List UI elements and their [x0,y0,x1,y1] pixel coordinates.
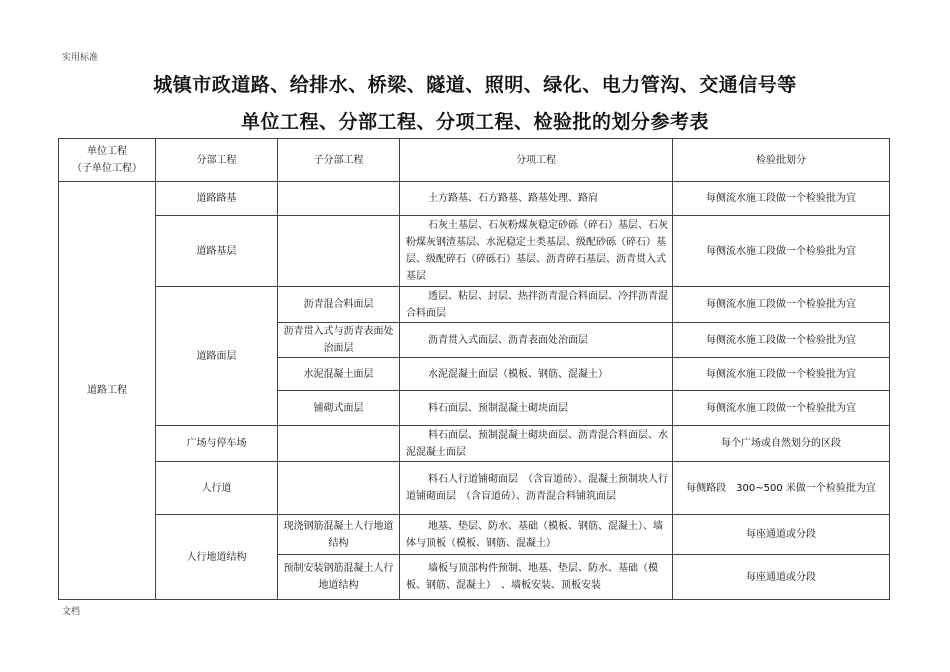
column-header-unit [59,139,156,182]
table-row [59,426,890,462]
item-cell: 石灰土基层、石灰粉煤灰稳定砂砾（碎石）基层、石灰粉煤灰钢渣基层、水泥稳定土类基层、级配砂砾（碎石）基层、级配碎石（碎砾石）基层、沥青碎石基层、沥青贯入式基层 [400,216,673,287]
subdivision-cell: 沥青混合料面层 [278,287,400,323]
batch-cell: 每座通道或分段 [673,515,890,555]
batch-cell: 每侧流水施工段做一个检验批为宜 [673,287,890,323]
item-cell: 土方路基、石方路基、路基处理、路肩 [400,182,673,216]
column-header-item: 分项工程 [400,139,673,182]
batch-cell: 每侧路段 300~500 米做一个检验批为宜 [673,462,890,515]
item-cell: 沥青贯入式面层、沥青表面处治面层 [400,323,673,358]
batch-cell: 每侧流水施工段做一个检验批为宜 [673,358,890,391]
item-cell: 地基、垫层、防水、基础（模板、钢筋、混凝土）、墙体与顶板（模板、钢筋、混凝土） [400,515,673,555]
table-row [59,182,890,216]
footer-note: 文档 [62,607,81,617]
table-row [59,515,890,555]
division-cell: 广场与停车场 [156,426,278,462]
item-cell: 水泥混凝土面层（模板、钢筋、混凝土） [400,358,673,391]
item-cell: 料石面层、预制混凝土砌块面层 [400,391,673,426]
batch-cell: 每座通道或分段 [673,555,890,600]
subdivision-cell: 水泥混凝土面层 [278,358,400,391]
subdivision-cell: 预制安装钢筋混凝土人行地道结构 [278,555,400,600]
division-cell: 道路面层 [156,287,278,426]
batch-cell: 每个广场或自然划分的区段 [673,426,890,462]
batch-cell: 每侧流水施工段做一个检验批为宜 [673,391,890,426]
item-cell: 墙板与顶部构件预制、地基、垫层、防水、基础（模板、钢筋、混凝土） 、墙板安装、顶板安装 [400,555,673,600]
subdivision-cell: 沥青贯入式与沥青表面处治面层 [278,323,400,358]
subdivision-cell: 现浇钢筋混凝土人行地道结构 [278,515,400,555]
division-cell: 道路基层 [156,216,278,287]
column-header-subdivision: 子分部工程 [278,139,400,182]
unit-project-cell: 道路工程 [59,182,156,600]
table-header-row [59,139,890,182]
division-cell: 人行道 [156,462,278,515]
column-header-division: 分部工程 [156,139,278,182]
column-header-batch: 检验批划分 [673,139,890,182]
item-cell: 透层、粘层、封层、热拌沥青混合料面层、冷拌沥青混合料面层 [400,287,673,323]
item-cell: 料石面层、预制混凝土砌块面层、沥青混合料面层、水泥混凝土面层 [400,426,673,462]
item-cell: 料石人行道铺砌面层 （含盲道砖）、混凝土预制块人行道铺砌面层 （含盲道砖）、沥青混合料铺筑面层 [400,462,673,515]
subdivision-cell [278,462,400,515]
batch-cell: 每侧流水施工段做一个检验批为宜 [673,216,890,287]
page-title-line2: 单位工程、分部工程、分项工程、检验批的划分参考表 [240,111,709,133]
column-header-unit-line2: （子单位工程） [72,163,142,174]
subdivision-cell [278,216,400,287]
batch-cell: 每侧流水施工段做一个检验批为宜 [673,182,890,216]
page-title-line1: 城镇市政道路、给排水、桥梁、隧道、照明、绿化、电力管沟、交通信号等 [153,74,797,96]
subdivision-cell: 铺砌式面层 [278,391,400,426]
table-row [59,462,890,515]
division-cell: 人行地道结构 [156,515,278,600]
division-cell: 道路路基 [156,182,278,216]
subdivision-cell [278,426,400,462]
column-header-unit-line1: 单位工程 [87,146,127,157]
table-row [59,216,890,287]
header-note: 实用标准 [62,53,99,63]
table-row [59,287,890,323]
subdivision-cell [278,182,400,216]
division-table [58,138,890,600]
batch-cell: 每侧流水施工段做一个检验批为宜 [673,323,890,358]
